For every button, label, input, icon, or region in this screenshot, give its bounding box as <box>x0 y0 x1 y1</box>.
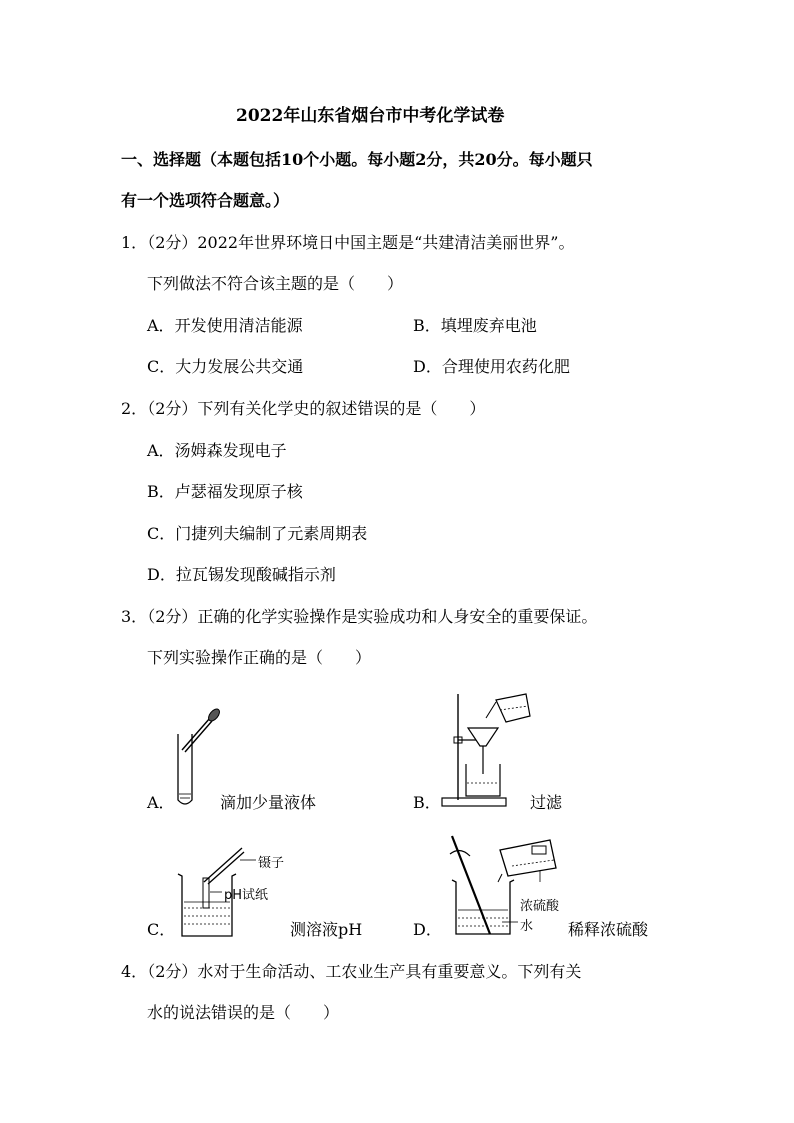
section-heading-line2: 有一个选项符合题意。） <box>121 191 290 210</box>
question-3-stem <box>121 607 597 627</box>
question-1-stem <box>121 233 574 253</box>
option-1c[interactable]: C．大力发展公共交通 <box>147 357 304 376</box>
option-2d[interactable]: D．拉瓦锡发现酸碱指示剂 <box>147 565 336 584</box>
question-text: 正确的化学实验操作是实验成功和人身安全的重要保证。 <box>197 607 598 626</box>
option-3d-label: 稀释浓硫酸 <box>568 920 649 939</box>
question-1-stem-line2: 下列做法不符合该主题的是（ ） <box>147 274 404 293</box>
question-3-stem-line2: 下列实验操作正确的是（ ） <box>147 648 372 667</box>
question-4-stem <box>121 962 581 982</box>
option-3c[interactable]: C． <box>147 920 176 939</box>
option-2a[interactable]: A．汤姆森发现电子 <box>147 441 287 460</box>
figure-label-tweezers: 镊子 <box>258 856 285 871</box>
option-3b-label: 过滤 <box>530 793 563 812</box>
option-1b[interactable]: B．填埋废弃电池 <box>413 316 537 335</box>
question-number: 4． <box>121 962 148 981</box>
option-1a[interactable]: A．开发使用清洁能源 <box>147 316 303 335</box>
question-text: 下列有关化学史的叙述错误的是（ ） <box>197 399 486 418</box>
figure-label-ph-paper: pH试纸 <box>224 888 269 903</box>
page-title: 2022年山东省烟台市中考化学试卷 <box>236 106 505 126</box>
option-3d[interactable]: D． <box>413 920 442 939</box>
question-points: （2分） <box>147 399 198 418</box>
figure-label-concentrated-acid: 浓硫酸 <box>520 899 560 914</box>
option-1d[interactable]: D．合理使用农药化肥 <box>413 357 570 376</box>
option-3a[interactable]: A． <box>147 793 175 812</box>
option-2c[interactable]: C．门捷列夫编制了元素周期表 <box>147 524 368 543</box>
option-2b[interactable]: B．卢瑟福发现原子核 <box>147 482 303 501</box>
question-4-stem-line2: 水的说法错误的是（ ） <box>147 1003 340 1022</box>
question-number: 3． <box>121 607 148 626</box>
figure-label-water: 水 <box>520 919 534 934</box>
question-text: 2022年世界环境日中国主题是“共建清洁美丽世界”。 <box>197 233 575 252</box>
option-3a-label: 滴加少量液体 <box>220 793 317 812</box>
question-2-stem <box>121 399 485 419</box>
figure-filtration <box>436 688 536 810</box>
figure-dilute-acid <box>446 832 576 938</box>
question-points: （2分） <box>147 607 198 626</box>
question-number: 1． <box>121 233 148 252</box>
question-number: 2． <box>121 399 148 418</box>
section-heading-line1: 一、选择题（本题包括10个小题。每小题2分，共20分。每小题只 <box>121 150 593 169</box>
option-3c-label: 测溶液pH <box>290 920 363 939</box>
option-3b[interactable]: B． <box>413 793 441 812</box>
question-points: （2分） <box>147 962 198 981</box>
question-points: （2分） <box>147 233 198 252</box>
question-text: 水对于生命活动、工农业生产具有重要意义。下列有关 <box>197 962 582 981</box>
